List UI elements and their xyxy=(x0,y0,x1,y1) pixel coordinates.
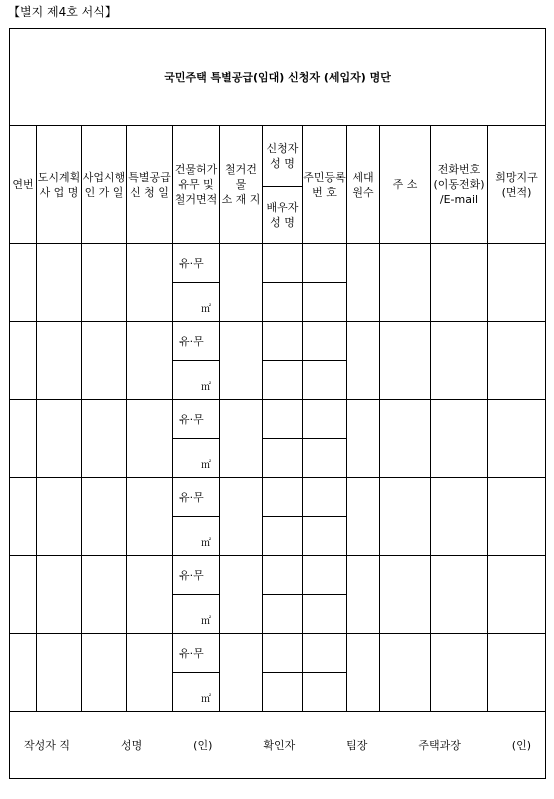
cell-spouse-resident-number[interactable] xyxy=(303,283,347,322)
header-phone-email: 전화번호 (이동전화) /E-mail xyxy=(431,126,488,244)
cell-no[interactable] xyxy=(10,400,37,478)
cell-no[interactable] xyxy=(10,478,37,556)
writer-seal-mark: (인) xyxy=(193,738,213,752)
cell-building-location[interactable] xyxy=(220,244,263,322)
cell-approval-date[interactable] xyxy=(82,478,127,556)
header-spouse-name: 배우자 성 명 xyxy=(263,187,303,244)
cell-plan-name[interactable] xyxy=(37,322,82,400)
writer-position-label: 작성자 직 xyxy=(24,738,71,752)
cell-plan-name[interactable] xyxy=(37,478,82,556)
cell-household-size[interactable] xyxy=(347,400,380,478)
cell-demolition-area[interactable] xyxy=(173,673,220,712)
cell-desired-district[interactable] xyxy=(488,322,546,400)
team-leader-label: 팀장 xyxy=(346,738,368,752)
cell-spouse-name[interactable] xyxy=(263,517,303,556)
cell-permit-yes-no[interactable]: 유·무 xyxy=(173,322,220,361)
cell-spouse-name[interactable] xyxy=(263,361,303,400)
cell-approval-date[interactable] xyxy=(82,634,127,712)
header-plan-name: 도시계획 사 업 명 xyxy=(37,126,82,244)
cell-permit-yes-no[interactable]: 유·무 xyxy=(173,400,220,439)
cell-applicant-name[interactable] xyxy=(263,634,303,673)
cell-household-size[interactable] xyxy=(347,478,380,556)
cell-plan-name[interactable] xyxy=(37,556,82,634)
header-address: 주 소 xyxy=(380,126,431,244)
cell-applicant-resident-number[interactable] xyxy=(303,634,347,673)
cell-demolition-area[interactable] xyxy=(173,595,220,634)
cell-applicant-name[interactable] xyxy=(263,478,303,517)
cell-no[interactable] xyxy=(10,322,37,400)
section-head-label: 주택과장 xyxy=(418,738,461,752)
cell-plan-name[interactable] xyxy=(37,400,82,478)
cell-demolition-area[interactable] xyxy=(173,361,220,400)
cell-no[interactable] xyxy=(10,244,37,322)
signature-row xyxy=(10,712,546,779)
cell-application-date[interactable] xyxy=(127,478,173,556)
cell-spouse-name[interactable] xyxy=(263,283,303,322)
area-unit: ㎡ xyxy=(201,304,211,315)
header-approval-date: 사업시행 인 가 일 xyxy=(82,126,127,244)
cell-application-date[interactable] xyxy=(127,322,173,400)
cell-household-size[interactable] xyxy=(347,244,380,322)
cell-phone-email[interactable] xyxy=(431,478,488,556)
form-number-label: 【별지 제4호 서식】 xyxy=(8,5,117,19)
cell-spouse-resident-number[interactable] xyxy=(303,673,347,712)
confirmer-label: 확인자 xyxy=(263,738,296,752)
cell-spouse-name[interactable] xyxy=(263,595,303,634)
area-unit: ㎡ xyxy=(201,538,211,549)
cell-applicant-resident-number[interactable] xyxy=(303,556,347,595)
area-unit: ㎡ xyxy=(201,616,211,627)
cell-permit-yes-no[interactable]: 유·무 xyxy=(173,478,220,517)
cell-demolition-area[interactable] xyxy=(173,517,220,556)
cell-address[interactable] xyxy=(380,400,431,478)
cell-address[interactable] xyxy=(380,322,431,400)
form-title: 국민주택 특별공급(임대) 신청자 (세입자) 명단 xyxy=(10,29,546,126)
cell-spouse-name[interactable] xyxy=(263,673,303,712)
cell-approval-date[interactable] xyxy=(82,400,127,478)
cell-building-location[interactable] xyxy=(220,478,263,556)
cell-phone-email[interactable] xyxy=(431,634,488,712)
cell-applicant-resident-number[interactable] xyxy=(303,244,347,283)
cell-desired-district[interactable] xyxy=(488,478,546,556)
cell-household-size[interactable] xyxy=(347,634,380,712)
cell-applicant-resident-number[interactable] xyxy=(303,478,347,517)
confirmer-seal-mark: (인) xyxy=(511,738,532,752)
signature-line xyxy=(10,738,545,753)
header-building-location: 철거건물 소 재 지 xyxy=(220,126,263,244)
cell-spouse-resident-number[interactable] xyxy=(303,439,347,478)
header-no: 연번 xyxy=(10,126,37,244)
cell-spouse-resident-number[interactable] xyxy=(303,361,347,400)
cell-approval-date[interactable] xyxy=(82,322,127,400)
cell-spouse-resident-number[interactable] xyxy=(303,595,347,634)
area-unit: ㎡ xyxy=(201,460,211,471)
cell-phone-email[interactable] xyxy=(431,322,488,400)
header-applicant-name: 신청자 성 명 xyxy=(263,126,303,187)
area-unit: ㎡ xyxy=(201,694,211,705)
header-household-size: 세대 원수 xyxy=(347,126,380,244)
cell-permit-yes-no[interactable]: 유·무 xyxy=(173,244,220,283)
cell-applicant-name[interactable] xyxy=(263,244,303,283)
cell-phone-email[interactable] xyxy=(431,244,488,322)
header-resident-number: 주민등록 번 호 xyxy=(303,126,347,244)
cell-desired-district[interactable] xyxy=(488,400,546,478)
cell-building-location[interactable] xyxy=(220,322,263,400)
cell-plan-name[interactable] xyxy=(37,244,82,322)
cell-building-location[interactable] xyxy=(220,400,263,478)
cell-application-date[interactable] xyxy=(127,634,173,712)
cell-address[interactable] xyxy=(380,634,431,712)
cell-application-date[interactable] xyxy=(127,556,173,634)
cell-permit-yes-no[interactable]: 유·무 xyxy=(173,634,220,673)
cell-applicant-name[interactable] xyxy=(263,400,303,439)
cell-desired-district[interactable] xyxy=(488,244,546,322)
cell-spouse-resident-number[interactable] xyxy=(303,517,347,556)
cell-building-location[interactable] xyxy=(220,634,263,712)
cell-address[interactable] xyxy=(380,478,431,556)
cell-address[interactable] xyxy=(380,556,431,634)
cell-applicant-name[interactable] xyxy=(263,322,303,361)
cell-application-date[interactable] xyxy=(127,400,173,478)
cell-approval-date[interactable] xyxy=(82,244,127,322)
area-unit: ㎡ xyxy=(201,382,211,393)
header-application-date: 특별공급 신 청 일 xyxy=(127,126,173,244)
cell-approval-date[interactable] xyxy=(82,556,127,634)
cell-phone-email[interactable] xyxy=(431,556,488,634)
cell-phone-email[interactable] xyxy=(431,400,488,478)
cell-building-location[interactable] xyxy=(220,556,263,634)
cell-no[interactable] xyxy=(10,556,37,634)
cell-address[interactable] xyxy=(380,244,431,322)
cell-desired-district[interactable] xyxy=(488,634,546,712)
header-demolition-area: 건물허가 유무 및 철거면적 xyxy=(173,126,220,244)
writer-name-label: 성명 xyxy=(120,738,143,752)
cell-household-size[interactable] xyxy=(347,322,380,400)
cell-demolition-area[interactable] xyxy=(173,283,220,322)
applicant-list-table xyxy=(9,28,546,779)
cell-applicant-resident-number[interactable] xyxy=(303,322,347,361)
cell-applicant-resident-number[interactable] xyxy=(303,400,347,439)
cell-no[interactable] xyxy=(10,634,37,712)
cell-applicant-name[interactable] xyxy=(263,556,303,595)
cell-household-size[interactable] xyxy=(347,556,380,634)
cell-desired-district[interactable] xyxy=(488,556,546,634)
cell-application-date[interactable] xyxy=(127,244,173,322)
cell-plan-name[interactable] xyxy=(37,634,82,712)
header-desired-district: 희망지구 (면적) xyxy=(488,126,546,244)
cell-demolition-area[interactable] xyxy=(173,439,220,478)
cell-spouse-name[interactable] xyxy=(263,439,303,478)
cell-permit-yes-no[interactable]: 유·무 xyxy=(173,556,220,595)
